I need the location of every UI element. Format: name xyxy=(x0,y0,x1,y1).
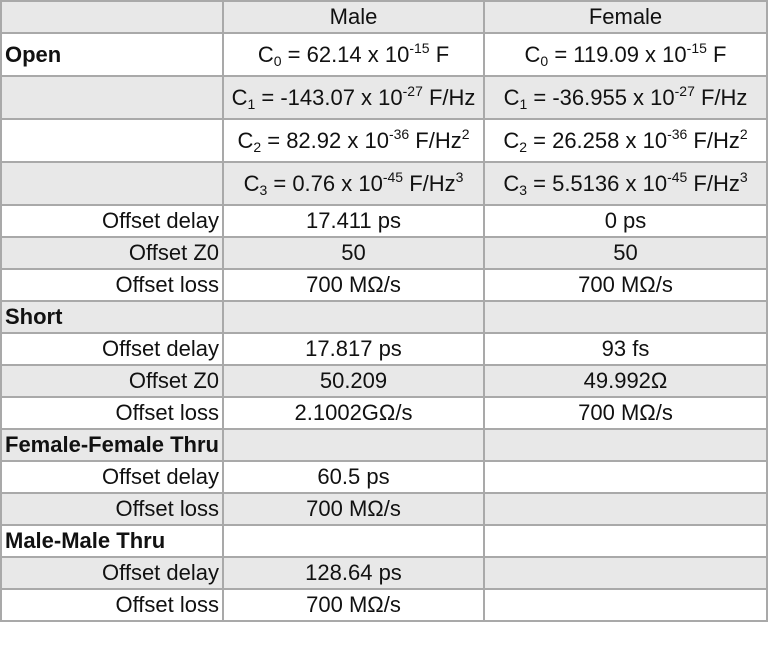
ff-thru-offset-delay-row xyxy=(1,461,767,493)
row-label: Offset Z0 xyxy=(1,365,223,397)
open-offset-delay-row xyxy=(1,205,767,237)
open-c2-female: $C_2 = 26.258$ x $10^{-36}$ F/Hz$^2$ xyxy=(484,119,767,162)
row-label: Offset loss xyxy=(1,589,223,621)
header-row xyxy=(1,1,767,33)
short-offset-delay-row xyxy=(1,333,767,365)
open-offset-z0-row xyxy=(1,237,767,269)
mm-thru-offset-loss-female xyxy=(484,589,767,621)
ff-thru-offset-delay-female xyxy=(484,461,767,493)
row-label: Offset delay xyxy=(1,461,223,493)
short-offset-z0-male: 50.209 xyxy=(223,365,484,397)
ff-thru-offset-delay-male: 60.5 ps xyxy=(223,461,484,493)
empty-cell xyxy=(223,525,484,557)
ff-thru-header-row xyxy=(1,429,767,461)
mm-thru-offset-delay-male: 128.64 ps xyxy=(223,557,484,589)
short-offset-loss-row xyxy=(1,397,767,429)
open-c3-label-cell xyxy=(1,162,223,205)
section-ff-thru: Female-Female Thru xyxy=(1,429,223,461)
open-c3-male: $C_3 = 0.76$ x $10^{-45}$ F/Hz$^3$ xyxy=(223,162,484,205)
open-offset-loss-female: 700 MΩ/s xyxy=(484,269,767,301)
short-offset-loss-male: 2.1002GΩ/s xyxy=(223,397,484,429)
open-c1-female: $C_1 = -36.955$ x $10^{-27}$ F/Hz xyxy=(484,76,767,119)
ff-thru-offset-loss-male: 700 MΩ/s xyxy=(223,493,484,525)
row-label: Offset Z0 xyxy=(1,237,223,269)
open-offset-loss-male: 700 MΩ/s xyxy=(223,269,484,301)
ff-thru-offset-loss-female xyxy=(484,493,767,525)
open-offset-delay-male: 17.411 ps xyxy=(223,205,484,237)
row-label: Offset delay xyxy=(1,333,223,365)
mm-thru-header-row xyxy=(1,525,767,557)
open-c2-label-cell xyxy=(1,119,223,162)
empty-cell xyxy=(223,301,484,333)
header-male: Male xyxy=(223,1,484,33)
empty-cell xyxy=(484,429,767,461)
mm-thru-offset-delay-female xyxy=(484,557,767,589)
open-c0-female: $C_0 = 119.09$ x $10^{-15}$ F xyxy=(484,33,767,76)
open-c0-row xyxy=(1,33,767,76)
section-short: Short xyxy=(1,301,223,333)
row-label: Offset loss xyxy=(1,397,223,429)
short-offset-delay-female: 93 fs xyxy=(484,333,767,365)
open-c3-row xyxy=(1,162,767,205)
header-female: Female xyxy=(484,1,767,33)
mm-thru-offset-delay-row xyxy=(1,557,767,589)
section-open: Open xyxy=(1,33,223,76)
row-label: Offset delay xyxy=(1,205,223,237)
open-offset-z0-male: 50 xyxy=(223,237,484,269)
open-c0-male: $C_0 = 62.14$ x $10^{-15}$ F xyxy=(223,33,484,76)
empty-cell xyxy=(484,525,767,557)
empty-cell xyxy=(484,301,767,333)
open-c1-row xyxy=(1,76,767,119)
open-c3-female: $C_3 = 5.5136$ x $10^{-45}$ F/Hz$^3$ xyxy=(484,162,767,205)
short-offset-delay-male: 17.817 ps xyxy=(223,333,484,365)
row-label: Offset loss xyxy=(1,269,223,301)
open-offset-z0-female: 50 xyxy=(484,237,767,269)
open-offset-delay-female: 0 ps xyxy=(484,205,767,237)
open-c1-male: $C_1 = -143.07$ x $10^{-27}$ F/Hz xyxy=(223,76,484,119)
ff-thru-offset-loss-row xyxy=(1,493,767,525)
open-offset-loss-row xyxy=(1,269,767,301)
open-c2-male: $C_2 = 82.92$ x $10^{-36}$ F/Hz$^2$ xyxy=(223,119,484,162)
empty-cell xyxy=(223,429,484,461)
short-offset-loss-female: 700 MΩ/s xyxy=(484,397,767,429)
open-c1-label-cell xyxy=(1,76,223,119)
row-label: Offset delay xyxy=(1,557,223,589)
mm-thru-offset-loss-male: 700 MΩ/s xyxy=(223,589,484,621)
short-offset-z0-female: 49.992Ω xyxy=(484,365,767,397)
open-c2-row xyxy=(1,119,767,162)
short-header-row xyxy=(1,301,767,333)
mm-thru-offset-loss-row xyxy=(1,589,767,621)
short-offset-z0-row xyxy=(1,365,767,397)
header-corner-cell xyxy=(1,1,223,33)
row-label: Offset loss xyxy=(1,493,223,525)
section-mm-thru: Male-Male Thru xyxy=(1,525,223,557)
